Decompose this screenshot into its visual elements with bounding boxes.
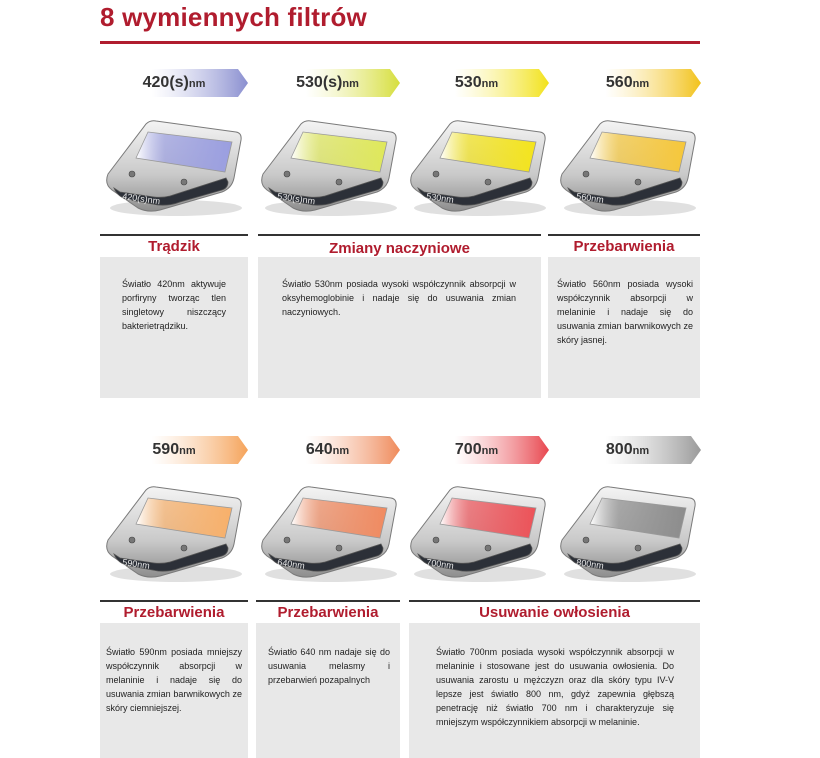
section-divider bbox=[100, 234, 248, 236]
filter-image-590 bbox=[100, 478, 250, 588]
wavelength-arrow-530s bbox=[255, 69, 400, 97]
wavelength-value: 420(s) bbox=[142, 74, 189, 91]
wavelength-unit: nm bbox=[632, 445, 650, 457]
wavelength-value: 640 bbox=[305, 441, 333, 458]
wavelength-unit: nm bbox=[332, 445, 350, 457]
wavelength-value: 530 bbox=[454, 74, 482, 91]
filter-label: 590nm bbox=[121, 557, 151, 571]
section-divider bbox=[256, 600, 400, 602]
section-divider bbox=[409, 600, 700, 602]
wavelength-unit: nm bbox=[342, 78, 359, 90]
section-text: Światło 640 nm nadaje się do usuwania melasmy i przebarwień pozapalnych bbox=[268, 647, 390, 685]
filter-label: 560nm bbox=[575, 191, 605, 205]
wavelength-value: 800 bbox=[605, 441, 633, 458]
filter-image-700 bbox=[404, 478, 554, 588]
wavelength-arrow-800 bbox=[554, 436, 701, 464]
wavelength-arrow-420s bbox=[100, 69, 248, 97]
wavelength-unit: nm bbox=[481, 78, 499, 90]
filter-label: 420(s)nm bbox=[121, 191, 161, 207]
filter-image-800 bbox=[554, 478, 704, 588]
section-text-box bbox=[256, 623, 400, 758]
section-text-box bbox=[548, 257, 700, 398]
section-heading-przebarwienia: Przebarwienia bbox=[573, 238, 675, 255]
section-heading-usuwanie-owlosienia: Usuwanie owłosienia bbox=[479, 604, 630, 621]
filter-image-530s bbox=[255, 112, 405, 222]
filter-label: 800nm bbox=[575, 557, 605, 571]
wavelength-arrow-530 bbox=[404, 69, 549, 97]
title-divider bbox=[100, 41, 700, 44]
filter-label: 530nm bbox=[425, 191, 455, 205]
section-text-box bbox=[100, 623, 248, 758]
filter-label: 530(s)nm bbox=[276, 191, 316, 207]
filter-label: 700nm bbox=[425, 557, 455, 571]
wavelength-value: 560 bbox=[605, 74, 633, 91]
section-text: Światło 560nm posiada wysoki współczynnik absorpcji w melaninie i nadaje się do usuwania zmian barwnikowych ze skóry jasnej. bbox=[557, 279, 693, 345]
wavelength-value: 590 bbox=[152, 441, 180, 458]
section-heading-przebarwienia: Przebarwienia bbox=[277, 604, 379, 621]
section-text-box bbox=[258, 257, 541, 398]
wavelength-arrow-590 bbox=[100, 436, 248, 464]
section-text: Światło 420nm aktywuje porfiryny tworząc tlen singletowy niszczący bakterietrądziku. bbox=[122, 279, 226, 331]
wavelength-unit: nm bbox=[188, 78, 206, 90]
wavelength-value: 700 bbox=[454, 441, 482, 458]
section-divider bbox=[258, 234, 541, 236]
section-text-box bbox=[409, 623, 700, 758]
wavelength-unit: nm bbox=[179, 445, 196, 457]
section-text-box bbox=[100, 257, 248, 398]
section-text: Światło 700nm posiada wysoki współczynnik absorpcji w melaninie i stosowane jest do usuwania owłosienia. Do usuwania zarostu u mężczyzn oraz dla skóry typu IV-V lepsze jest światło 800 nm, gdyż zapewnia głębszą penetrację niż światło 700 nm i charakteryzuje się mniejszym współczynnikiem absorpcji w melaninie. bbox=[436, 647, 674, 727]
filter-label: 640nm bbox=[276, 557, 306, 571]
filter-image-640 bbox=[255, 478, 405, 588]
wavelength-value: 530(s) bbox=[296, 74, 343, 91]
section-heading-tradzik: Trądzik bbox=[148, 238, 200, 255]
section-divider bbox=[100, 600, 248, 602]
wavelength-unit: nm bbox=[632, 78, 650, 90]
wavelength-arrow-640 bbox=[255, 436, 400, 464]
section-heading-przebarwienia: Przebarwienia bbox=[123, 604, 225, 621]
filter-image-560 bbox=[554, 112, 704, 222]
filter-image-420s bbox=[100, 112, 250, 222]
filter-image-530 bbox=[404, 112, 554, 222]
wavelength-arrow-700 bbox=[404, 436, 549, 464]
wavelength-unit: nm bbox=[481, 445, 499, 457]
page-title: 8 wymiennych filtrów bbox=[100, 2, 367, 32]
section-heading-zmiany-naczyniowe: Zmiany naczyniowe bbox=[329, 240, 470, 257]
section-text: Światło 530nm posiada wysoki współczynnik absorpcji w oksyhemoglobinie i nadaje się do usuwania zmian naczyniowych. bbox=[282, 279, 516, 317]
wavelength-arrow-560 bbox=[554, 69, 701, 97]
section-divider bbox=[548, 234, 700, 236]
section-text: Światło 590nm posiada mniejszy współczynnik absorpcji w melaninie i nadaje się do usuwania zmian barwnikowych ze skóry ciemniejszej. bbox=[106, 647, 242, 713]
